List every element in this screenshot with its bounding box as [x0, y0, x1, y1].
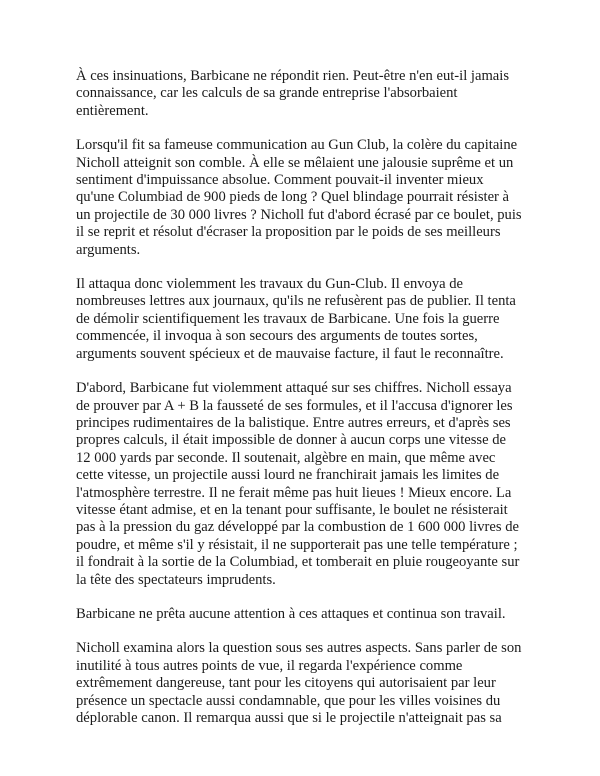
paragraph-2: Lorsqu'il fit sa fameuse communication au Gun Club, la colère du capitaine Nicholl atteignit son comble. À elle se mêlaient une jalousie suprême et un sentiment d'impuissance absolue. Comment pouvait-il inventer mieux qu'une Columbiad de 900 pieds de long ? Quel blindage pourrait résister à un projectile de 30 000 livres ? Nicholl fut d'abord écrasé par ce boulet, puis il se reprit et résolut d'écraser la proposition par le poids de ses meilleurs arguments.: [76, 137, 522, 258]
paragraph-4: D'abord, Barbicane fut violemment attaqué sur ses chiffres. Nicholl essaya de prouver par A + B la fausseté de ses formules, et il l'accusa d'ignorer les principes rudimentaires de la balistique. Entre autres erreurs, et d'après ses propres calculs, il était impossible de donner à aucun corps une vitesse de 12 000 yards par seconde. Il soutenait, algèbre en main, que même avec cette vitesse, un projectile aussi lourd ne franchirait jamais les limites de l'atmosphère terrestre. Il ne ferait même pas huit lieues ! Mieux encore. La vitesse étant admise, et en la tenant pour suffisante, le boulet ne résisterait pas à la pression du gaz développé par la combustion de 1 600 000 livres de poudre, et même s'il y résistait, il ne supporterait pas une telle température ; il fondrait à la sortie de la Columbiad, et tomberait en pluie rougeoyante sur la tête des spectateurs imprudents.: [76, 380, 520, 588]
paragraph-5: Barbicane ne prêta aucune attention à ces attaques et continua son travail.: [76, 605, 506, 622]
paragraph-3: Il attaqua donc violemment les travaux du Gun-Club. Il envoya de nombreuses lettres aux journaux, qu'ils ne refusèrent pas de publier. Il tenta de démolir scientifiquement les travaux de Barbicane. Une fois la guerre commencée, il invoqua à son secours des arguments de toutes sortes, arguments souvent spécieux et de mauvaise facture, il faut le reconnaître.: [76, 276, 516, 362]
document-page: [76, 68, 538, 744]
paragraph-1: À ces insinuations, Barbicane ne répondit rien. Peut-être n'en eut-il jamais connaissance, car les calculs de sa grande entreprise l'absorbaient entièrement.: [76, 68, 510, 119]
paragraph-6: Nicholl examina alors la question sous ses autres aspects. Sans parler de son inutilité à tous autres points de vue, il regarda l'expérience comme extrêmement dangereuse, tant pour les citoyens qui autorisaient par leur présence un spectacle aussi condamnable, que pour les villes voisines du déplorable canon. Il remarqua aussi que si le projectile n'atteignait pas sa: [76, 640, 522, 726]
